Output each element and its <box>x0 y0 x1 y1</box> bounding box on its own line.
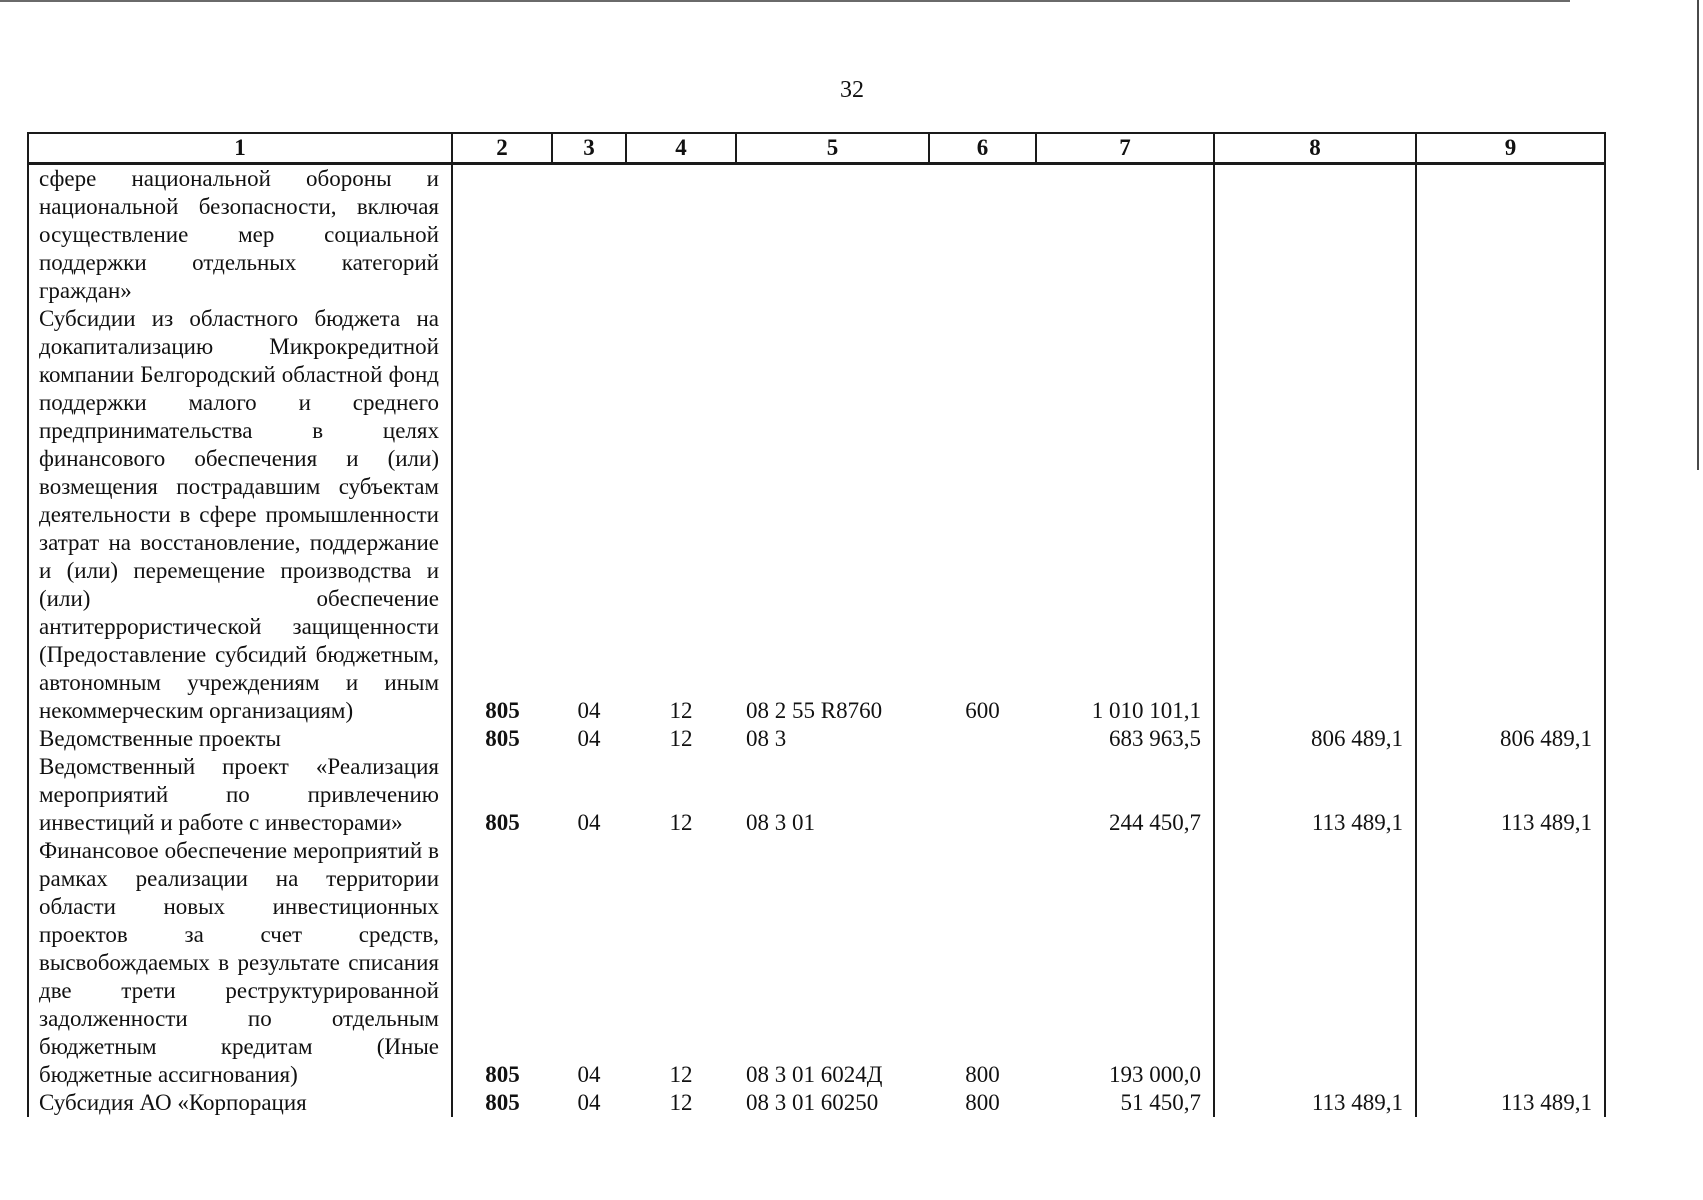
ministry-code: 805 <box>485 726 520 751</box>
col-header-8: 8 <box>1214 133 1416 164</box>
row-name: Финансовое обеспечение мероприятий в рамках реализации на территории области новых инвестиционных проектов за счет средств, высвобождаемых в результате списания две трети реструктурированной задолженности по отдельным бюджетным кредитам (Иные бюджетные ассигнования) <box>28 837 452 1089</box>
expense-type <box>929 164 1036 306</box>
amount-year-1: 1 010 101,1 <box>1036 305 1214 725</box>
amount-year-2 <box>1214 305 1416 725</box>
target-article: 08 3 01 60250 <box>746 1090 879 1115</box>
scan-right-edge <box>1697 0 1699 470</box>
amount-year-1: 244 450,7 <box>1036 753 1214 837</box>
col-header-3: 3 <box>552 133 626 164</box>
expense-type: 800 <box>965 1090 1000 1115</box>
page-number: 32 <box>840 77 864 103</box>
target-article: 08 3 <box>746 726 787 751</box>
amount-year-3: 113 489,1 <box>1416 1089 1605 1117</box>
amount-year-2: 806 489,1 <box>1214 725 1416 753</box>
section-code: 04 <box>577 698 601 723</box>
subsection-code: 12 <box>669 1062 693 1087</box>
col-header-6: 6 <box>929 133 1036 164</box>
expense-type <box>929 753 1036 837</box>
header-row <box>28 133 1605 164</box>
subsection-code: 12 <box>669 698 693 723</box>
subsection-code: 12 <box>669 726 693 751</box>
amount-year-3 <box>1416 837 1605 1089</box>
subsection-code: 12 <box>669 1090 693 1115</box>
section-code <box>552 164 626 306</box>
budget-table <box>27 132 1606 1117</box>
ministry-code <box>452 164 552 306</box>
amount-year-3 <box>1416 305 1605 725</box>
table-row <box>28 753 1605 837</box>
amount-year-2: 113 489,1 <box>1214 1089 1416 1117</box>
row-name: Субсидии из областного бюджета на докапитализацию Микрокредитной компании Белгородский областной фонд поддержки малого и среднего предпринимательства в целях финансового обеспечения и (или) возмещения пострадавшим субъектам деятельности в сфере промышленности затрат на восстановление, поддержание и (или) перемещение производства и (или) обеспечение антитеррористической защищенности (Предоставление субсидий бюджетным, автономным учреждениям и иным некоммерческим организациям) <box>28 305 452 725</box>
table-row <box>28 1089 1605 1117</box>
amount-year-1: 193 000,0 <box>1036 837 1214 1089</box>
col-header-1: 1 <box>28 133 452 164</box>
target-article: 08 3 01 <box>746 810 815 835</box>
table-row <box>28 164 1605 306</box>
expense-type <box>929 725 1036 753</box>
section-code: 04 <box>577 726 601 751</box>
section-code: 04 <box>577 1090 601 1115</box>
subsection-code <box>626 164 736 306</box>
row-name: Субсидия АО «Корпорация <box>28 1089 452 1117</box>
amount-year-1: 683 963,5 <box>1036 725 1214 753</box>
target-article <box>736 164 929 306</box>
ministry-code: 805 <box>485 1062 520 1087</box>
section-code: 04 <box>577 1062 601 1087</box>
amount-year-3 <box>1416 164 1605 306</box>
table-row <box>28 725 1605 753</box>
amount-year-3: 113 489,1 <box>1416 753 1605 837</box>
section-code: 04 <box>577 810 601 835</box>
target-article: 08 2 55 R8760 <box>746 698 883 723</box>
amount-year-1 <box>1036 164 1214 306</box>
row-name: Ведомственные проекты <box>28 725 452 753</box>
col-header-5: 5 <box>736 133 929 164</box>
col-header-9: 9 <box>1416 133 1605 164</box>
ministry-code: 805 <box>485 698 520 723</box>
col-header-7: 7 <box>1036 133 1214 164</box>
amount-year-2 <box>1214 837 1416 1089</box>
amount-year-1: 51 450,7 <box>1036 1089 1214 1117</box>
ministry-code: 805 <box>485 810 520 835</box>
target-article: 08 3 01 6024Д <box>746 1062 883 1087</box>
table-row <box>28 305 1605 725</box>
table-row <box>28 837 1605 1089</box>
row-name: сфере национальной обороны и национальной безопасности, включая осуществление мер социальной поддержки отдельных категорий граждан» <box>28 164 452 306</box>
col-header-2: 2 <box>452 133 552 164</box>
amount-year-3: 806 489,1 <box>1416 725 1605 753</box>
row-name: Ведомственный проект «Реализация мероприятий по привлечению инвестиций и работе с инвесторами» <box>28 753 452 837</box>
col-header-4: 4 <box>626 133 736 164</box>
expense-type: 800 <box>965 1062 1000 1087</box>
amount-year-2: 113 489,1 <box>1214 753 1416 837</box>
subsection-code: 12 <box>669 810 693 835</box>
amount-year-2 <box>1214 164 1416 306</box>
ministry-code: 805 <box>485 1090 520 1115</box>
scan-top-edge <box>0 0 1570 2</box>
expense-type: 600 <box>965 698 1000 723</box>
